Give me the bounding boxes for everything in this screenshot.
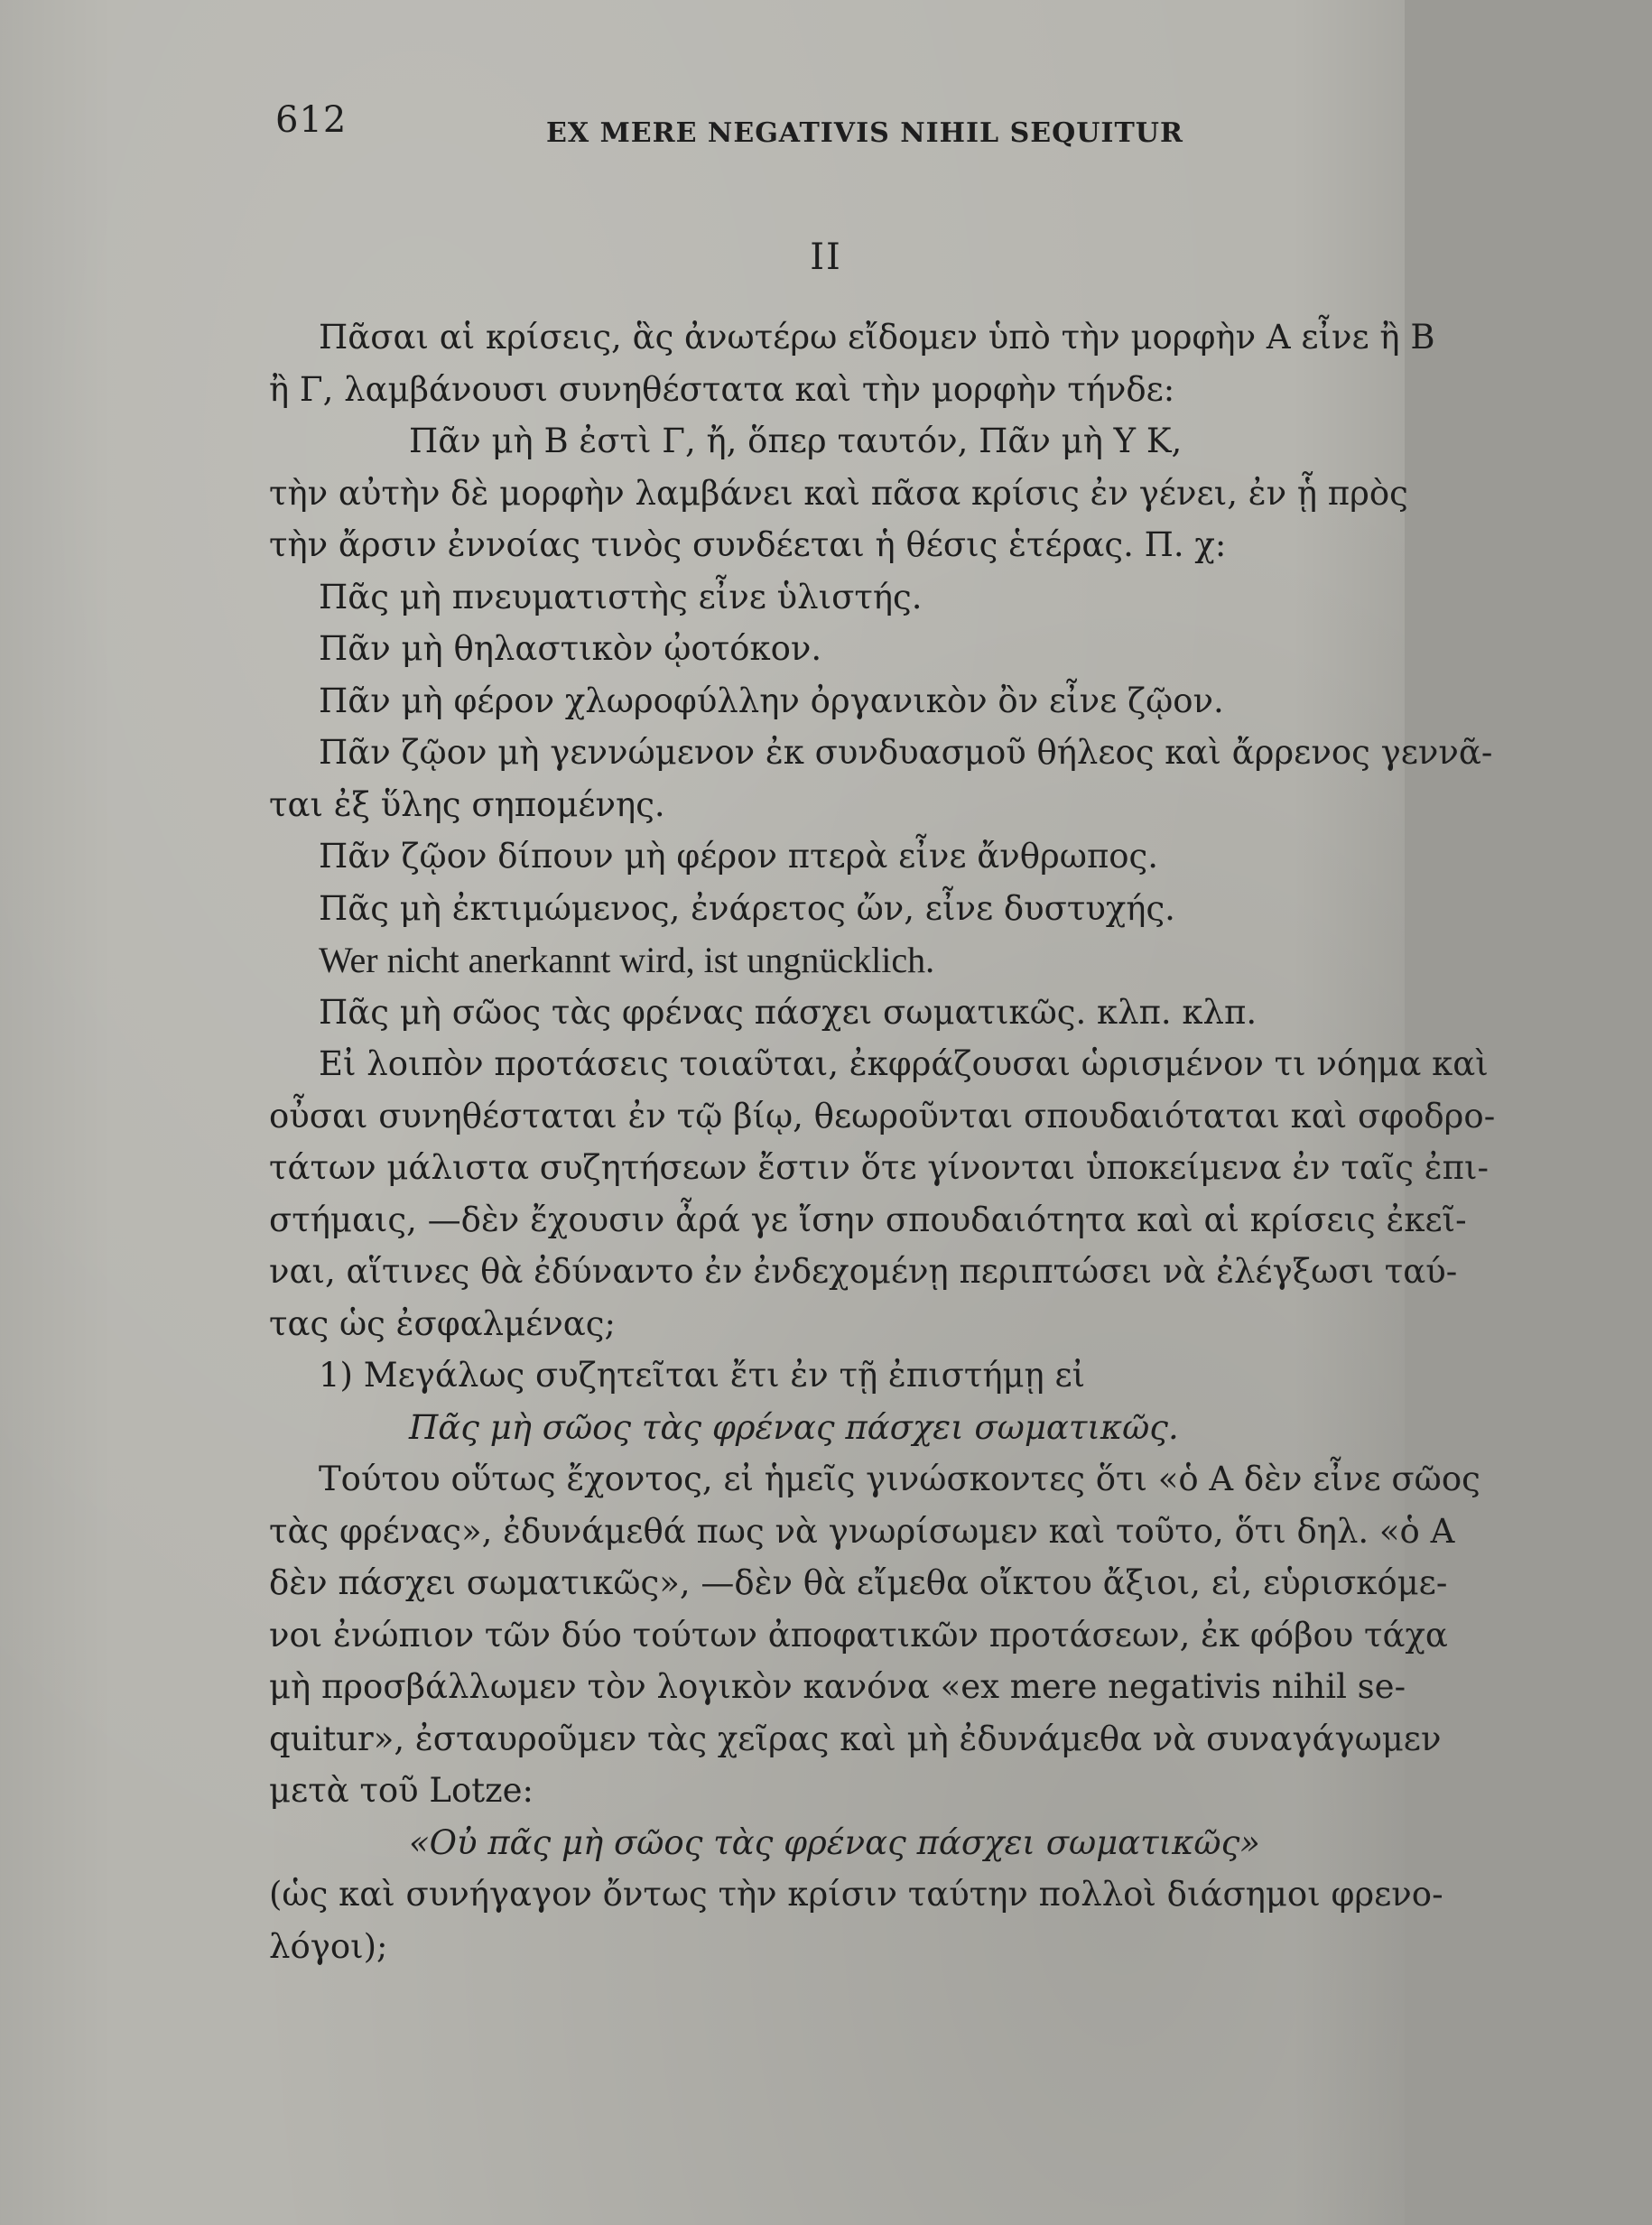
text-line: οὖσαι συνηθέσταται ἐν τῷ βίῳ, θεωροῦνται σπουδαιόταται καὶ σφοδρο- (269, 1096, 1496, 1136)
text-line: τὰς φρένας», ἐδυνάμεθά πως νὰ γνωρίσωμεν καὶ τοῦτο, ὅτι δηλ. «ὁ Α (269, 1511, 1455, 1551)
text-line: Πᾶς μὴ σῶος τὰς φρένας πάσχει σωματικῶς. κλπ. κλπ. (319, 992, 1258, 1032)
text-line: (ὡς καὶ συνήγαγον ὄντως τὴν κρίσιν ταύτην πολλοὶ διάσημοι φρενο- (269, 1875, 1443, 1914)
text-line: quitur», ἐσταυροῦμεν τὰς χεῖρας καὶ μὴ ἐδυνάμεθα νὰ συναγάγωμεν (269, 1719, 1442, 1758)
text-line: Πᾶν μὴ φέρον χλωροφύλλην ὀργανικὸν ὂν εἶνε ζῷον. (319, 681, 1224, 720)
text-line: Πᾶς μὴ σῶος τὰς φρένας πάσχει σωματικῶς. (409, 1407, 1179, 1447)
text-line: δὲν πάσχει σωματικῶς», —δὲν θὰ εἴμεθα οἴκτου ἄξιοι, εἰ, εὑρισκόμε- (269, 1563, 1448, 1602)
running-head (275, 99, 1183, 153)
text-line: 1) Μεγάλως συζητεῖται ἔτι ἐν τῇ ἐπιστήμῃ εἰ (319, 1356, 1086, 1395)
text-line: «Οὐ πᾶς μὴ σῶος τὰς φρένας πάσχει σωματικῶς» (409, 1822, 1260, 1862)
text-line: Τούτου οὕτως ἔχοντος, εἰ ἡμεῖς γινώσκοντες ὅτι «ὁ Α δὲν εἶνε σῶος (319, 1460, 1480, 1498)
text-line: Πᾶν ζῷον δίπουν μὴ φέρον πτερὰ εἶνε ἄνθρωπος. (319, 837, 1159, 876)
text-line: τάτων μάλιστα συζητήσεων ἔστιν ὅτε γίνονται ὑποκείμενα ἐν ταῖς ἐπι- (269, 1148, 1489, 1187)
text-line: Πᾶς μὴ ἐκτιμώμενος, ἐνάρετος ὤν, εἶνε δυστυχής. (319, 888, 1175, 928)
text-line: Πᾶν ζῷον μὴ γεννώμενον ἐκ συνδυασμοῦ θήλεος καὶ ἄρρενος γεννᾶ- (319, 733, 1493, 772)
text-line: στήμαις, —δὲν ἔχουσιν ἆρά γε ἴσην σπουδαιότητα καὶ αἱ κρίσεις ἐκεῖ- (269, 1200, 1467, 1239)
text-line: ἢ Γ, λαμβάνουσι συνηθέστατα καὶ τὴν μορφὴν τήνδε: (269, 369, 1175, 409)
text-line: Πᾶσαι αἱ κρίσεις, ἃς ἀνωτέρω εἴδομεν ὑπὸ τὴν μορφὴν Α εἶνε ἢ Β (319, 318, 1435, 357)
text-line: μετὰ τοῦ Lotze: (269, 1771, 534, 1810)
running-title: EX MERE NEGATIVIS NIHIL SEQUITUR (546, 117, 1183, 149)
text-line: Πᾶν μὴ Β ἐστὶ Γ, ἤ, ὅπερ ταυτόν, Πᾶν μὴ Υ Κ, (409, 422, 1183, 460)
page-number: 612 (275, 99, 348, 141)
text-line: Πᾶν μὴ θηλαστικὸν ᾠοτόκον. (319, 629, 822, 668)
text-line: μὴ προσβάλλωμεν τὸν λογικὸν κανόνα «ex mere negativis nihil se- (269, 1667, 1406, 1706)
body-text (269, 311, 1496, 1972)
text-line: Εἰ λοιπὸν προτάσεις τοιαῦται, ἐκφράζουσαι ὡρισμένον τι νόημα καὶ (319, 1044, 1489, 1083)
text-line: λόγοι); (269, 1926, 388, 1966)
section-number: II (810, 236, 842, 278)
text-line: τας ὡς ἐσφαλμένας; (269, 1303, 616, 1343)
text-line: Πᾶς μὴ πνευματιστὴς εἶνε ὑλιστής. (319, 577, 923, 617)
text-line: τὴν ἄρσιν ἐννοίας τινὸς συνδέεται ἡ θέσις ἑτέρας. Π. χ: (269, 525, 1227, 564)
text-line: νοι ἐνώπιον τῶν δύο τούτων ἀποφατικῶν προτάσεων, ἐκ φόβου τάχα (269, 1615, 1448, 1655)
text-line: ναι, αἵτινες θὰ ἐδύναντο ἐν ἐνδεχομένῃ περιπτώσει νὰ ἐλέγξωσι ταύ- (269, 1252, 1458, 1291)
text-line: ται ἐξ ὕλης σηπομένης. (269, 784, 665, 824)
text-line: τὴν αὐτὴν δὲ μορφὴν λαμβάνει καὶ πᾶσα κρίσις ἐν γένει, ἐν ᾗ πρὸς (269, 473, 1408, 513)
text-line: Wer nicht anerkannt wird, ist ungnücklich. (319, 940, 935, 980)
